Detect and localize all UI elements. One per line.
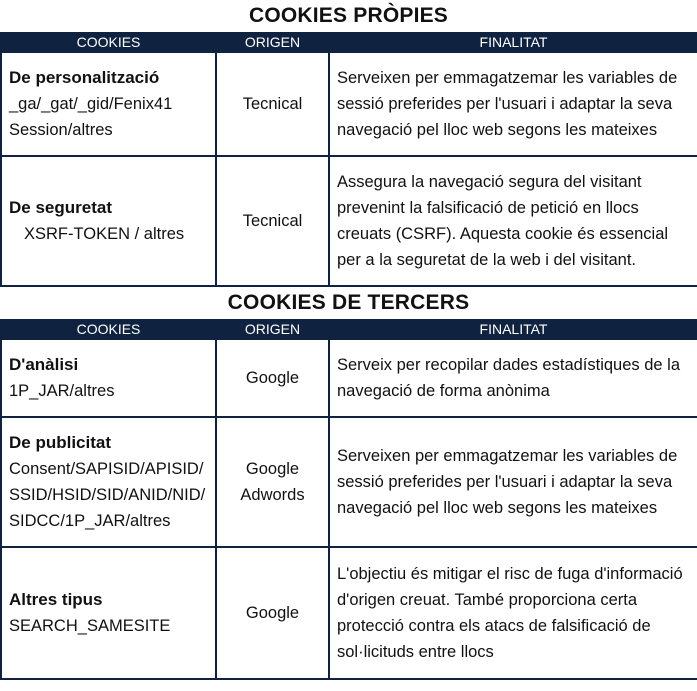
table-row bbox=[1, 417, 697, 547]
table-row bbox=[1, 156, 697, 286]
cookie-ids: Consent/SAPISID/APISID/SSID/HSID/SID/ANID/NID/SIDCC/1P_JAR/altres bbox=[9, 460, 206, 530]
cookie-category: D'anàlisi bbox=[9, 355, 79, 374]
table-row bbox=[1, 52, 697, 156]
cookie-origin: Google bbox=[216, 339, 329, 417]
cookie-cell bbox=[1, 339, 216, 417]
table-row bbox=[1, 547, 697, 679]
section-title-third-party-cookies: COOKIES DE TERCERS bbox=[227, 291, 470, 314]
cookie-purpose: Serveixen per emmagatzemar les variables de sessió preferides per l'usuari i adaptar la seva navegació pel lloc web segons les mateixes bbox=[329, 52, 697, 156]
cookie-cell bbox=[1, 52, 216, 156]
section-title-own-cookies: COOKIES PRÒPIES bbox=[248, 4, 449, 27]
header-origin: ORIGEN bbox=[216, 32, 329, 52]
table-row bbox=[1, 339, 697, 417]
cookie-origin: Google bbox=[216, 547, 329, 679]
cookie-purpose: Serveixen per emmagatzemar les variables de sessió preferides per l'usuari i adaptar la seva navegació pel lloc web segons les mateixes bbox=[329, 417, 697, 547]
header-purpose: FINALITAT bbox=[329, 319, 697, 339]
cookie-category: De seguretat bbox=[9, 198, 112, 217]
header-purpose: FINALITAT bbox=[329, 32, 697, 52]
cookie-origin: Tecnical bbox=[216, 52, 329, 156]
cookie-cell bbox=[1, 547, 216, 679]
cookie-purpose: Assegura la navegació segura del visitant prevenint la falsificació de petició en llocs creuats (CSRF). Aquesta cookie és essencial per a la seguretat de la web i del visitant. bbox=[329, 156, 697, 286]
cookie-origin: Google Adwords bbox=[216, 417, 329, 547]
cookie-ids: _ga/_gat/_gid/Fenix41 Session/altres bbox=[9, 95, 173, 139]
cookie-category: Altres tipus bbox=[9, 590, 103, 609]
cookie-category: De publicitat bbox=[9, 433, 112, 452]
cookie-ids: XSRF-TOKEN / altres bbox=[24, 225, 185, 243]
header-origin: ORIGEN bbox=[216, 319, 329, 339]
cookie-origin: Tecnical bbox=[216, 156, 329, 286]
cookie-cell bbox=[1, 417, 216, 547]
cookie-purpose: L'objectiu és mitigar el risc de fuga d'informació d'origen creuat. També proporciona certa protecció contra els atacs de falsificació de sol·licituds entre llocs bbox=[329, 547, 697, 679]
table-header-row bbox=[1, 32, 697, 52]
cookie-ids: 1P_JAR/altres bbox=[9, 382, 115, 400]
own-cookies-table bbox=[0, 32, 697, 287]
table-header-row bbox=[1, 319, 697, 339]
cookie-cell bbox=[1, 156, 216, 286]
cookie-category: De personalització bbox=[9, 68, 160, 87]
third-party-cookies-table bbox=[0, 319, 697, 680]
cookie-ids: SEARCH_SAMESITE bbox=[9, 617, 171, 635]
header-cookies: COOKIES bbox=[1, 319, 216, 339]
cookie-purpose: Serveix per recopilar dades estadístiques de la navegació de forma anònima bbox=[329, 339, 697, 417]
header-cookies: COOKIES bbox=[1, 32, 216, 52]
